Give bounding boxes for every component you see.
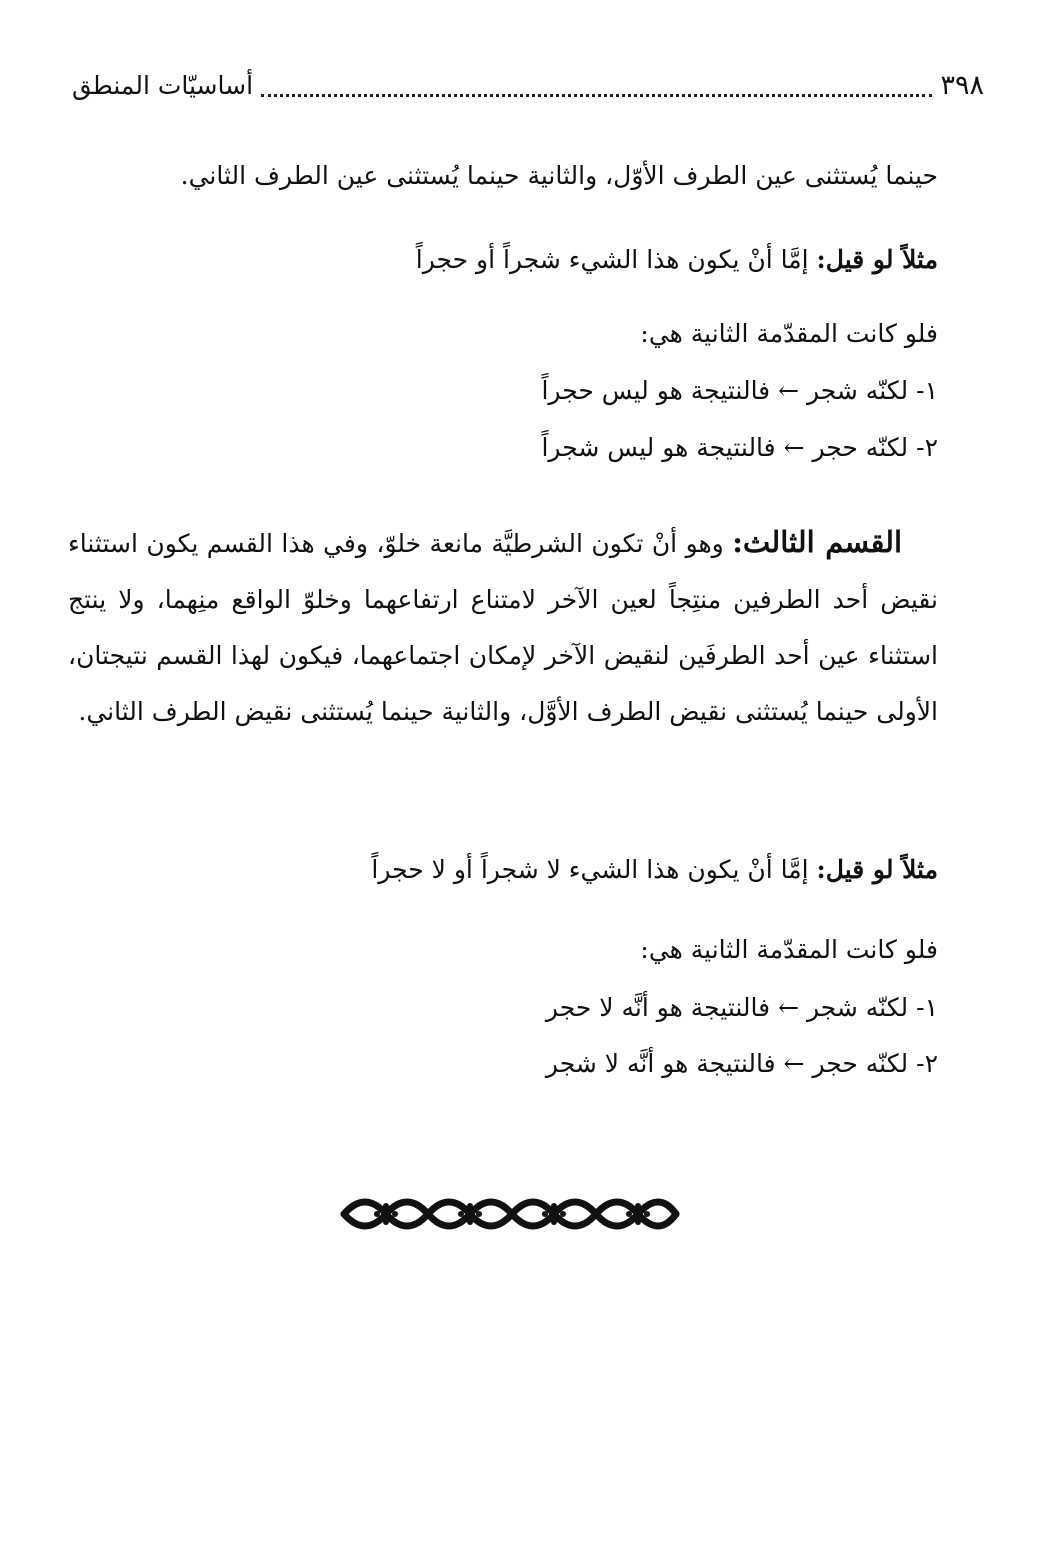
- page-header: [72, 62, 984, 106]
- example-1-item-1: ١- لكنّه شجر ← فالنتيجة هو ليس حجراً: [541, 376, 938, 405]
- dotted-leader: [261, 94, 932, 97]
- interlaced-divider-ornament-icon: [340, 1188, 680, 1240]
- page-number: ٣٩٨: [940, 70, 984, 101]
- running-title: أساسيّات المنطق: [72, 71, 254, 100]
- section-3-text: وهو أنْ تكون الشرطيَّة مانعة خلوّ، وفي هذا القسم يكون استثناء نقيض أحد الطرفين منتِجاً لعين الآخر لامتناع ارتفاعهما وخلوّ الواقع منِهما، ولا ينتج استثناء عين أحد الطرفَين لنقيض الآخر لإمكان اجتماعهما، فيكون لهذا القسم نتيجتان، الأولى حينما يُستثنى نقيض الطرف الأوَّل، والثانية حينما يُستثنى نقيض الطرف الثاني.: [68, 529, 938, 726]
- example-1-text: إمَّا أنْ يكون هذا الشيء شجراً أو حجراً: [415, 245, 817, 274]
- paragraph-continuation: حينما يُستثنى عين الطرف الأوّل، والثانية حينما يُستثنى عين الطرف الثاني.: [180, 161, 938, 190]
- example-1-lead: مثلاً لو قيل:: [816, 245, 938, 274]
- example-2-item-2: ٢- لكنّه حجر ← فالنتيجة هو أنَّه لا شجر: [545, 1049, 938, 1078]
- example-1: [98, 232, 938, 288]
- example-2-lead: مثلاً لو قيل:: [816, 855, 938, 884]
- example-2-text: إمَّا أنْ يكون هذا الشيء لا شجراً أو لا حجراً: [371, 855, 817, 884]
- example-1-item-2: ٢- لكنّه حجر ← فالنتيجة هو ليس شجراً: [541, 433, 938, 462]
- example-2: [98, 842, 938, 898]
- section-3-heading: القسم الثالث:: [732, 525, 903, 559]
- example-2-premise: فلو كانت المقدّمة الثانية هي:: [640, 935, 938, 964]
- section-3-paragraph: [68, 514, 938, 740]
- example-1-premise: فلو كانت المقدّمة الثانية هي:: [640, 319, 938, 348]
- example-2-item-1: ١- لكنّه شجر ← فالنتيجة هو أنَّه لا حجر: [545, 993, 938, 1022]
